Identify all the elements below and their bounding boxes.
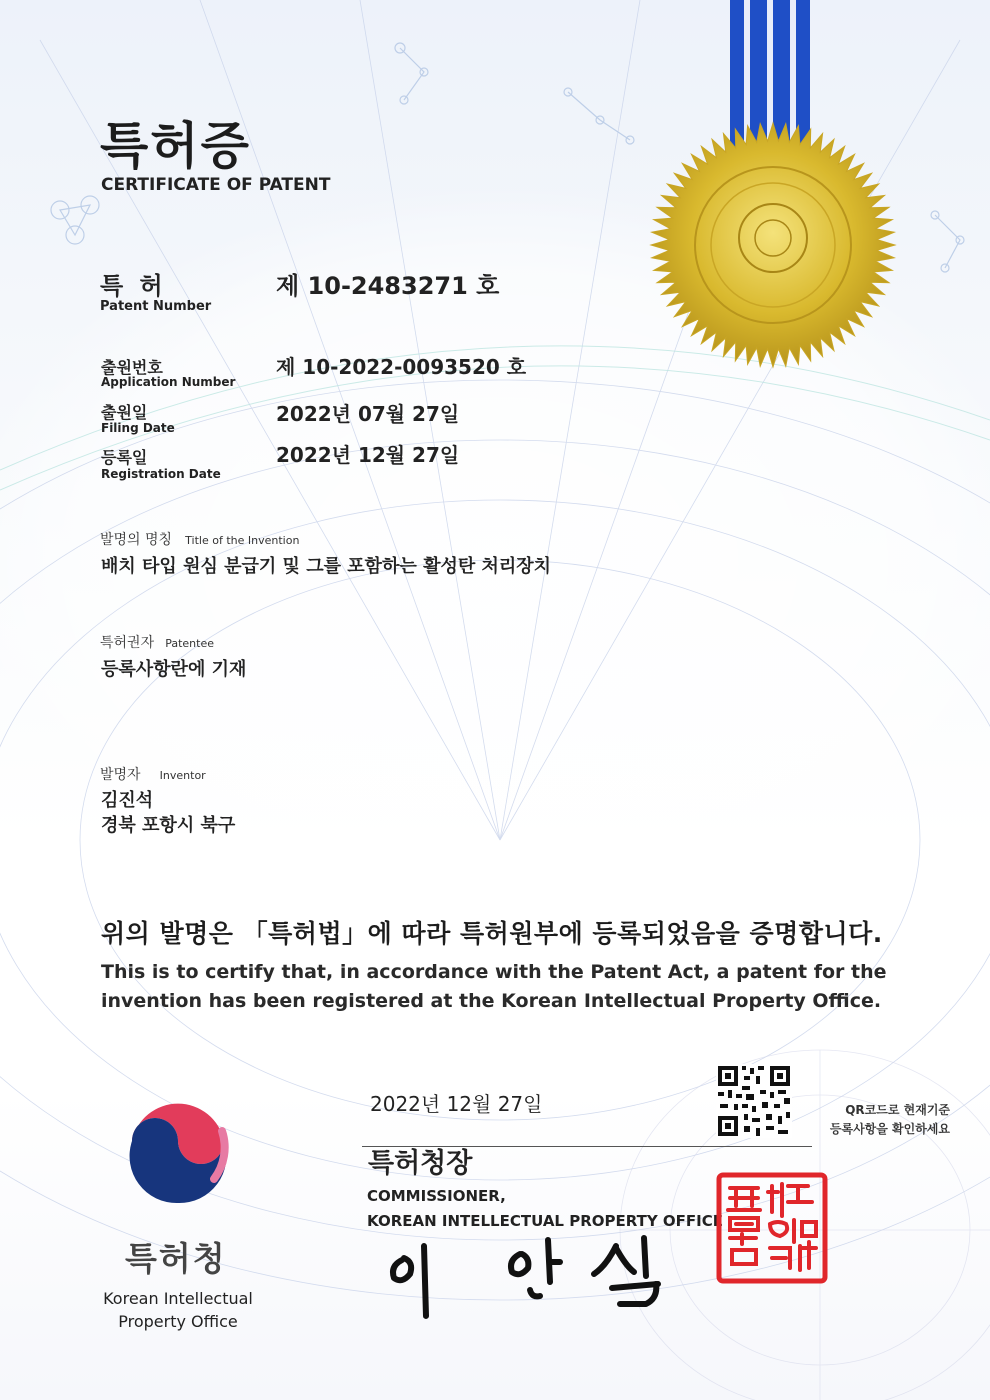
kipo-name-en-line1: Korean Intellectual (103, 1289, 253, 1308)
official-red-seal-icon (716, 1172, 828, 1284)
registration-date-label-en: Registration Date (101, 467, 221, 481)
registration-date-label-ko: 등록일 (101, 448, 148, 467)
inventor-label-ko: 발명자 (100, 767, 141, 783)
kipo-name-en (88, 1287, 268, 1333)
issue-date: 2022년 12월 27일 (370, 1092, 543, 1116)
gold-seal-icon (648, 120, 898, 370)
qr-note-line-1: QR코드로 현재기준 (845, 1103, 950, 1117)
invention-title-label-en: Title of the Invention (185, 534, 300, 547)
registration-date-value: 2022년 12월 27일 (276, 443, 460, 467)
patent-number-label-en: Patent Number (100, 299, 212, 314)
patent-number-label-ko: 특 허 (100, 272, 167, 300)
invention-title-label (100, 529, 299, 549)
application-number-label-ko: 출원번호 (101, 358, 163, 377)
qr-note-line-2: 등록사항을 확인하세요 (829, 1122, 950, 1136)
invention-title-value: 배치 타입 원심 분급기 및 그를 포함하는 활성탄 처리장치 (101, 556, 552, 577)
filing-date-label-ko: 출원일 (101, 403, 148, 422)
kipo-taegeuk-logo-icon (118, 1095, 238, 1215)
qr-code-icon (716, 1064, 792, 1138)
patent-number-value: 제 10-2483271 호 (276, 272, 500, 300)
page-title: 특허증 (100, 117, 251, 175)
patentee-label (100, 632, 214, 652)
filing-date-label-en: Filing Date (101, 421, 175, 435)
invention-title-label-ko: 발명의 명칭 (100, 532, 173, 548)
inventor-name: 김진석 (101, 790, 154, 811)
commissioner-title-en-line1: COMMISSIONER, (367, 1187, 506, 1205)
certification-statement-en: This is to certify that, in accordance with the Patent Act, a patent for the invention has been registered at the Korean Intellectual Property Office. (101, 961, 887, 1012)
kipo-name-en-line2: Property Office (118, 1312, 238, 1331)
inventor-label (100, 764, 206, 784)
handwritten-signature-icon (380, 1232, 690, 1322)
commissioner-title-ko: 특허청장 (368, 1148, 473, 1179)
inventor-label-en: Inventor (159, 769, 206, 782)
application-number-label-en: Application Number (101, 375, 236, 389)
patentee-label-ko: 특허권자 (100, 635, 155, 651)
page-subtitle: CERTIFICATE OF PATENT (101, 175, 331, 195)
patentee-value: 등록사항란에 기재 (101, 659, 247, 680)
inventor-address: 경북 포항시 북구 (101, 815, 236, 836)
commissioner-title-en-line2: KOREAN INTELLECTUAL PROPERTY OFFICE (367, 1212, 724, 1230)
qr-note (800, 1101, 950, 1139)
application-number-value: 제 10-2022-0093520 호 (276, 355, 527, 379)
certification-statement-ko: 위의 발명은 「특허법」에 따라 특허원부에 등록되었음을 증명합니다. (101, 919, 883, 948)
filing-date-value: 2022년 07월 27일 (276, 402, 460, 426)
kipo-name-ko: 특허청 (125, 1239, 227, 1278)
patentee-label-en: Patentee (165, 637, 214, 650)
